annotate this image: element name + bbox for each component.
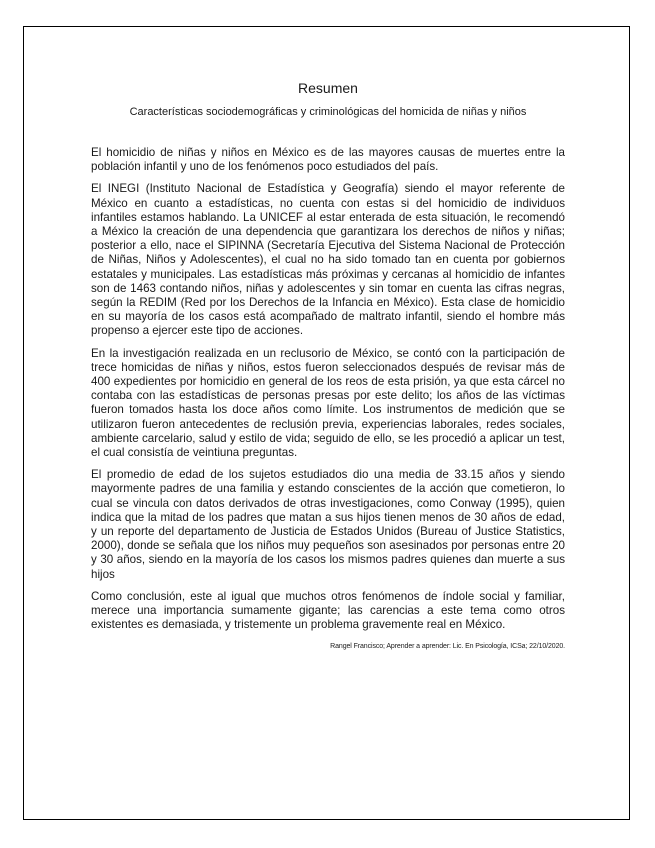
document-body: [91, 146, 565, 633]
document-content: [91, 80, 565, 650]
citation: Rangel Francisco; Aprender a aprender: Lic. En Psicología, ICSa; 22/10/2020.: [330, 642, 565, 650]
paragraph-5: Como conclusión, este al igual que muchos otros fenómenos de índole social y familiar, merece una importancia sumamente gigante; las carencias a este tema como otros existentes es demasiada, y tristemente un problema gravemente real en México.: [91, 589, 565, 632]
document-subtitle: Características sociodemográficas y criminológicas del homicida de niñas y niños: [129, 106, 527, 118]
paragraph-2: El INEGI (Instituto Nacional de Estadística y Geografía) siendo el mayor referente de México en cuanto a estadísticas, no cuenta con estas si del homicidio de individuos infantiles estamos hablando. La UNICEF al estar enterada de esta situación, le recomendó a México la creación de una dependencia que garantizara los derechos de niños y niñas; posterior a ello, nace el SIPINNA (Secretaría Ejecutiva del Sistema Nacional de Protección de Niñas, Niños y Adolescentes), el cual no ha sido tomado tan en cuenta por gobiernos estatales y municipales. Las estadísticas más próximas y cercanas al homicidio de infantes son de 1463 contando niños, niñas y adolescentes y sin tomar en cuenta las cifras negras, según la REDIM (Red por los Derechos de la Infancia en México). Esta clase de homicidio en su mayoría de los casos está acompañado de maltrato infantil, siendo el hombre más propenso a ejercer este tipo de acciones.: [91, 182, 565, 338]
paragraph-1: El homicidio de niñas y niños en México es de las mayores causas de muertes entre la población infantil y uno de los fenómenos poco estudiados del país.: [91, 146, 565, 174]
paragraph-4: El promedio de edad de los sujetos estudiados dio una media de 33.15 años y siendo mayormente padres de una familia y estando conscientes de la acción que cometieron, lo cual se vincula con datos derivados de otras investigaciones, como Conway (1995), quien indica que la mitad de los padres que matan a sus hijos tienen menos de 30 años de edad, y un reporte del departamento de Justicia de Estados Unidos (Bureau of Justice Statistics, 2000), donde se señala que los niños muy pequeños son asesinados por personas entre 20 y 30 años, siendo en la mayoría de los casos los mismos padres quienes dan muerte a sus hijos: [91, 468, 565, 581]
document-title: Resumen: [298, 80, 358, 96]
paragraph-3: En la investigación realizada en un reclusorio de México, se contó con la participación de trece homicidas de niñas y niños, estos fueron seleccionados después de revisar más de 400 expedientes por homicidio en general de los reos de esta prisión, ya que esta cárcel no contaba con las estadísticas de personas presas por este delito; los años de las víctimas fueron tomados hasta los doce años como límite. Los instrumentos de medición que se utilizaron fueron antecedentes de reclusión previa, experiencias laborales, redes sociales, ambiente carcelario, salud y estilo de vida; seguido de ello, se les procedió a aplicar un test, el cual consistía de veintiuna preguntas.: [91, 346, 565, 460]
